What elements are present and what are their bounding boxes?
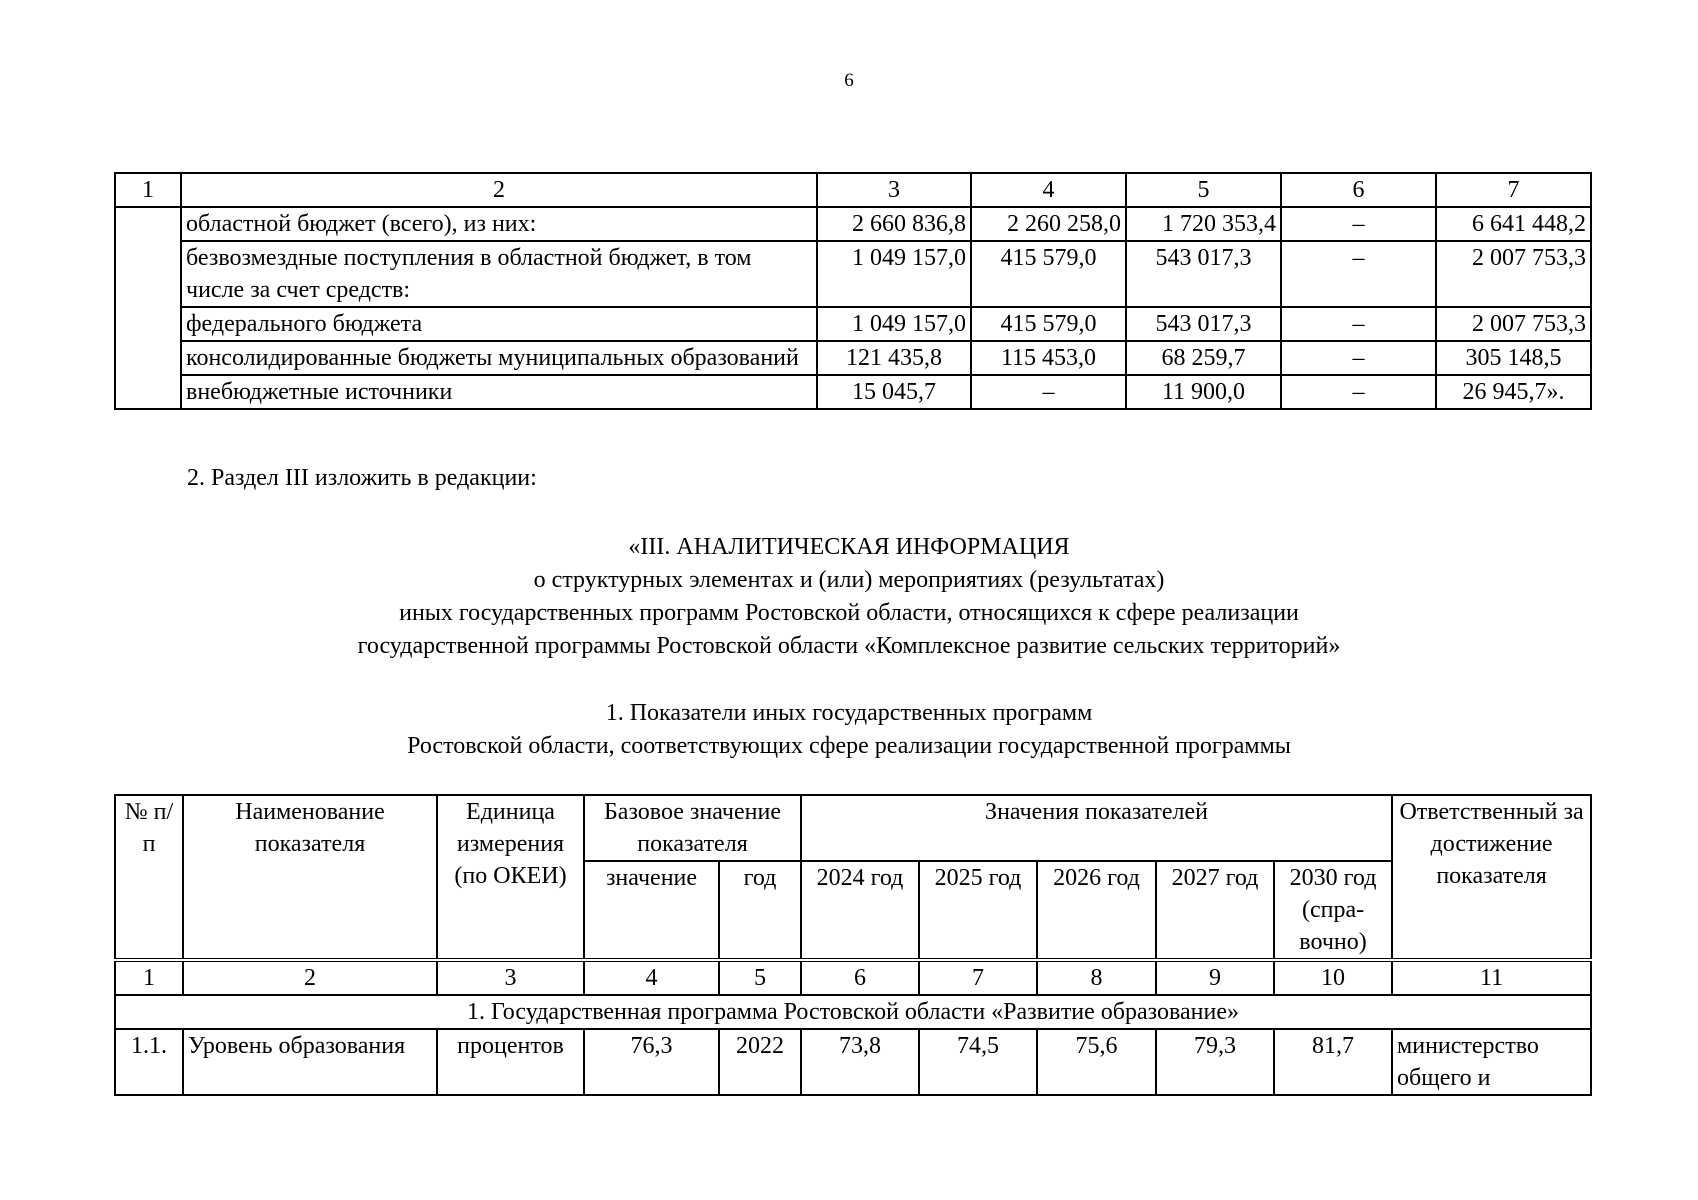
budget-col-4: 4 (971, 173, 1126, 207)
budget-row-name: консолидированные бюджеты муниципальных образований (181, 341, 817, 375)
col-responsible-header: Ответственный за достижение показателя (1392, 795, 1591, 960)
section-heading-line: иных государственных программ Ростовской области, относящихся к сфере реализации (399, 600, 1299, 626)
budget-row-name: внебюджетные источники (181, 375, 817, 409)
numbering-cell: 11 (1392, 960, 1591, 995)
budget-cell: – (971, 375, 1126, 409)
budget-cell: 6 641 448,2 (1436, 207, 1591, 241)
table-row (115, 307, 1591, 341)
budget-col-2: 2 (181, 173, 817, 207)
table-row (115, 375, 1591, 409)
row-value-2026: 75,6 (1037, 1029, 1156, 1095)
budget-empty-cell (115, 207, 181, 409)
section-heading-line: государственной программы Ростовской области «Комплексное развитие сельских территорий» (357, 633, 1341, 659)
budget-cell: 121 435,8 (817, 341, 971, 375)
row-value-2030: 81,7 (1274, 1029, 1392, 1095)
col-2027-header: 2027 год (1156, 861, 1274, 960)
budget-cell: 2 660 836,8 (817, 207, 971, 241)
budget-table (114, 172, 1592, 410)
col-name-header: Наименование показателя (183, 795, 437, 960)
table-row (115, 241, 1591, 307)
row-name: Уровень образования (183, 1029, 437, 1095)
row-unit: процентов (437, 1029, 584, 1095)
budget-col-6: 6 (1281, 173, 1436, 207)
budget-col-7: 7 (1436, 173, 1591, 207)
section-heading-line: «III. АНАЛИТИЧЕСКАЯ ИНФОРМАЦИЯ (628, 534, 1070, 560)
row-value-2025: 74,5 (919, 1029, 1037, 1095)
row-num: 1.1. (115, 1029, 183, 1095)
budget-cell: 415 579,0 (971, 307, 1126, 341)
numbering-cell: 5 (719, 960, 801, 995)
numbering-cell: 8 (1037, 960, 1156, 995)
budget-cell: 543 017,3 (1126, 241, 1281, 307)
indicators-numbering-row (115, 960, 1591, 995)
numbering-cell: 4 (584, 960, 719, 995)
budget-cell: 1 049 157,0 (817, 307, 971, 341)
budget-cell: – (1281, 207, 1436, 241)
budget-cell: 415 579,0 (971, 241, 1126, 307)
subsection-heading-line: 1. Показатели иных государственных программ (605, 700, 1093, 726)
budget-col-1: 1 (115, 173, 181, 207)
budget-row-name: федерального бюджета (181, 307, 817, 341)
col-unit-header: Единица измерения (по ОКЕИ) (437, 795, 584, 960)
budget-cell: 15 045,7 (817, 375, 971, 409)
budget-table-header-row (115, 173, 1591, 207)
col-2026-header: 2026 год (1037, 861, 1156, 960)
table-row (115, 341, 1591, 375)
budget-cell: 543 017,3 (1126, 307, 1281, 341)
row-value-2024: 73,8 (801, 1029, 919, 1095)
budget-cell: – (1281, 341, 1436, 375)
subsection-heading-line: Ростовской области, соответствующих сфере реализации государственной программы (407, 733, 1291, 759)
numbering-cell: 7 (919, 960, 1037, 995)
budget-row-name: областной бюджет (всего), из них: (181, 207, 817, 241)
numbering-cell: 3 (437, 960, 584, 995)
budget-cell: 68 259,7 (1126, 341, 1281, 375)
budget-cell: – (1281, 375, 1436, 409)
budget-cell: 115 453,0 (971, 341, 1126, 375)
numbering-cell: 6 (801, 960, 919, 995)
indicators-table (114, 794, 1592, 1096)
budget-cell: 2 007 753,3 (1436, 241, 1591, 307)
budget-cell: 305 148,5 (1436, 341, 1591, 375)
budget-cell: 1 049 157,0 (817, 241, 971, 307)
row-base-value: 76,3 (584, 1029, 719, 1095)
budget-col-5: 5 (1126, 173, 1281, 207)
group-title: 1. Государственная программа Ростовской области «Развитие образование» (115, 995, 1591, 1029)
numbering-cell: 10 (1274, 960, 1392, 995)
budget-cell: 2 007 753,3 (1436, 307, 1591, 341)
col-num-header: № п/п (115, 795, 183, 960)
subsection-heading (0, 697, 1698, 763)
row-value-2027: 79,3 (1156, 1029, 1274, 1095)
col-values-header: Значения показателей (801, 795, 1392, 861)
budget-cell: – (1281, 307, 1436, 341)
col-base-value-header: значение (584, 861, 719, 960)
row-base-year: 2022 (719, 1029, 801, 1095)
budget-cell: 1 720 353,4 (1126, 207, 1281, 241)
budget-cell: 2 260 258,0 (971, 207, 1126, 241)
budget-cell: 11 900,0 (1126, 375, 1281, 409)
budget-col-3: 3 (817, 173, 971, 207)
numbering-cell: 9 (1156, 960, 1274, 995)
budget-cell: – (1281, 241, 1436, 307)
section-heading-line: о структурных элементах и (или) мероприятиях (результатах) (533, 567, 1165, 593)
col-base-year-header: год (719, 861, 801, 960)
row-responsible: министерство общего и (1392, 1029, 1591, 1095)
amendment-paragraph: 2. Раздел III изложить в редакции: (187, 465, 537, 491)
col-2025-header: 2025 год (919, 861, 1037, 960)
col-2024-header: 2024 год (801, 861, 919, 960)
indicators-header-row (115, 795, 1591, 861)
col-base-header: Базовое значение показателя (584, 795, 801, 861)
table-row (115, 207, 1591, 241)
numbering-cell: 1 (115, 960, 183, 995)
page-number: 6 (844, 70, 854, 91)
group-title-row (115, 995, 1591, 1029)
budget-cell: 26 945,7». (1436, 375, 1591, 409)
budget-row-name: безвозмездные поступления в областной бюджет, в том числе за счет средств: (181, 241, 817, 307)
table-row (115, 1029, 1591, 1095)
numbering-cell: 2 (183, 960, 437, 995)
section-heading (0, 531, 1698, 663)
col-2030-header: 2030 год (спра-вочно) (1274, 861, 1392, 960)
